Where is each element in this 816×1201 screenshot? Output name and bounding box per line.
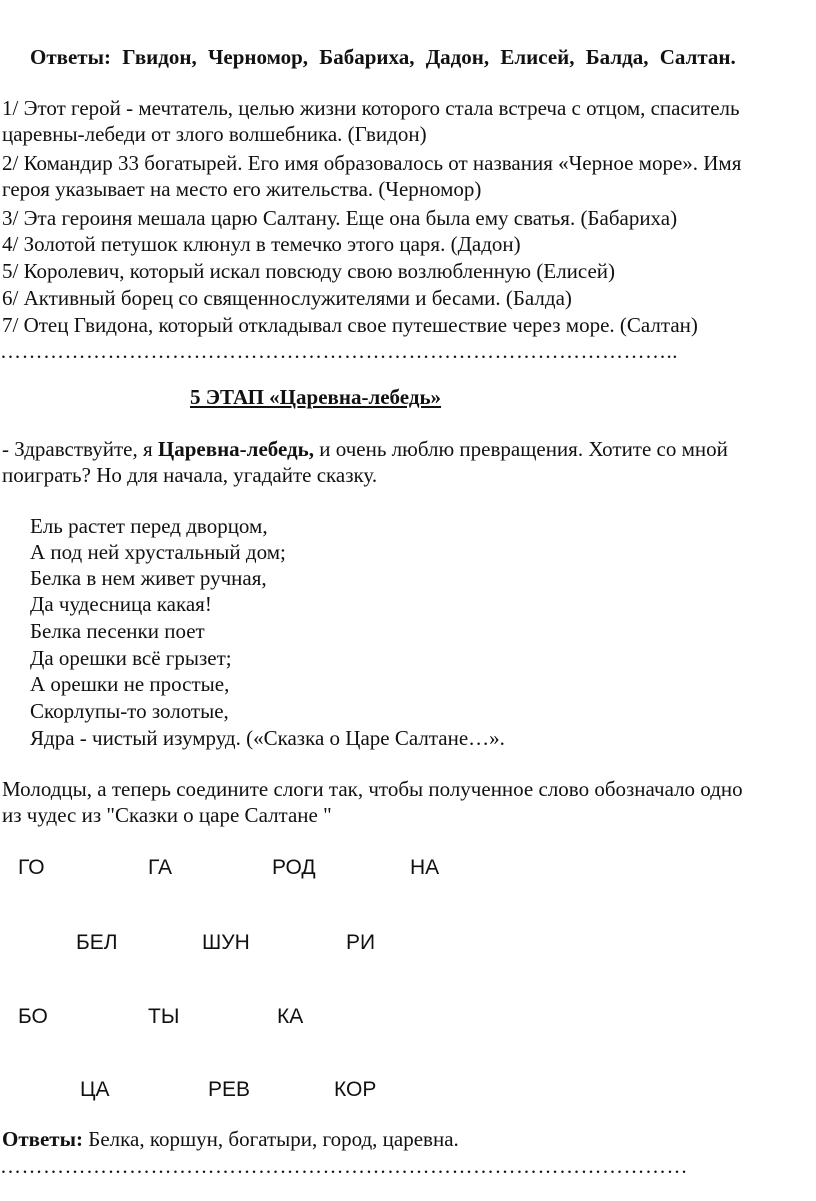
poem-line: Ядра - чистый изумруд. («Сказка о Царе Салтане…». xyxy=(30,726,505,750)
task-line: из чудес из "Сказки о царе Салтане " xyxy=(2,803,332,827)
poem-line: Да орешки всё грызет; xyxy=(30,646,232,670)
question-line: героя указывает на место его жительства. (Черномор) xyxy=(2,177,482,201)
intro-line xyxy=(2,436,728,462)
syllable: ТЫ xyxy=(148,1005,180,1028)
intro-text: - Здравствуйте, я xyxy=(2,437,158,461)
intro-text: и очень люблю превращения. Хотите со мной xyxy=(314,437,728,461)
syllable: КА xyxy=(277,1005,304,1028)
syllable: НА xyxy=(410,856,440,879)
syllable: БО xyxy=(18,1005,48,1028)
syllable: БЕЛ xyxy=(76,931,118,954)
syllable: ШУН xyxy=(202,931,250,954)
poem-line: Ель растет перед дворцом, xyxy=(30,514,268,538)
poem-line: Белка в нем живет ручная, xyxy=(30,566,267,590)
question-line: 3/ Эта героиня мешала царю Салтану. Еще она была ему сватья. (Бабариха) xyxy=(2,206,678,230)
question-line: 4/ Золотой петушок клюнул в темечко этого царя. (Дадон) xyxy=(2,232,521,256)
syllable: ГО xyxy=(18,856,45,879)
intro-line: поиграть? Но для начала, угадайте сказку. xyxy=(2,463,378,487)
poem-line: Белка песенки поет xyxy=(30,619,205,643)
intro-bold-name: Царевна-лебедь, xyxy=(157,437,315,461)
final-answer xyxy=(2,1126,459,1152)
poem-line: А под ней хрустальный дом; xyxy=(30,540,286,564)
dotted-separator: ………………………………………………………………………………….. xyxy=(0,339,678,363)
syllable: ЦА xyxy=(80,1078,110,1101)
question-line: 2/ Командир 33 богатырей. Его имя образовалось от названия «Черное море». Имя xyxy=(2,151,742,175)
dotted-separator: …………………………………………………………………………………… xyxy=(0,1154,688,1178)
stage-title: 5 ЭТАП «Царевна-лебедь» xyxy=(190,385,442,409)
syllable: РОД xyxy=(272,856,316,879)
question-line: 7/ Отец Гвидона, который откладывал свое путешествие через море. (Салтан) xyxy=(2,313,698,337)
answers-header: Ответы: Гвидон, Черномор, Бабариха, Дадон, Елисей, Балда, Салтан. xyxy=(30,45,736,69)
syllable: РЕВ xyxy=(208,1078,251,1101)
question-line: царевны-лебеди от злого волшебника. (Гвидон) xyxy=(2,122,427,146)
question-line: 6/ Активный борец со священнослужителями и бесами. (Балда) xyxy=(2,286,572,310)
question-line: 5/ Королевич, который искал повсюду свою возлюбленную (Елисей) xyxy=(2,259,616,283)
question-line: 1/ Этот герой - мечтатель, целью жизни которого стала встреча с отцом, спаситель xyxy=(2,96,740,120)
syllable: РИ xyxy=(346,931,376,954)
task-line: Молодцы, а теперь соедините слоги так, чтобы полученное слово обозначало одно xyxy=(2,777,743,801)
poem-line: А орешки не простые, xyxy=(30,672,230,696)
final-answer-label: Ответы: xyxy=(2,1127,84,1151)
poem-line: Да чудесница какая! xyxy=(30,592,212,616)
syllable: ГА xyxy=(148,856,172,879)
final-answer-text: Белка, коршун, богатыри, город, царевна. xyxy=(83,1127,459,1151)
poem-line: Скорлупы-то золотые, xyxy=(30,699,229,723)
syllable: КОР xyxy=(334,1078,377,1101)
